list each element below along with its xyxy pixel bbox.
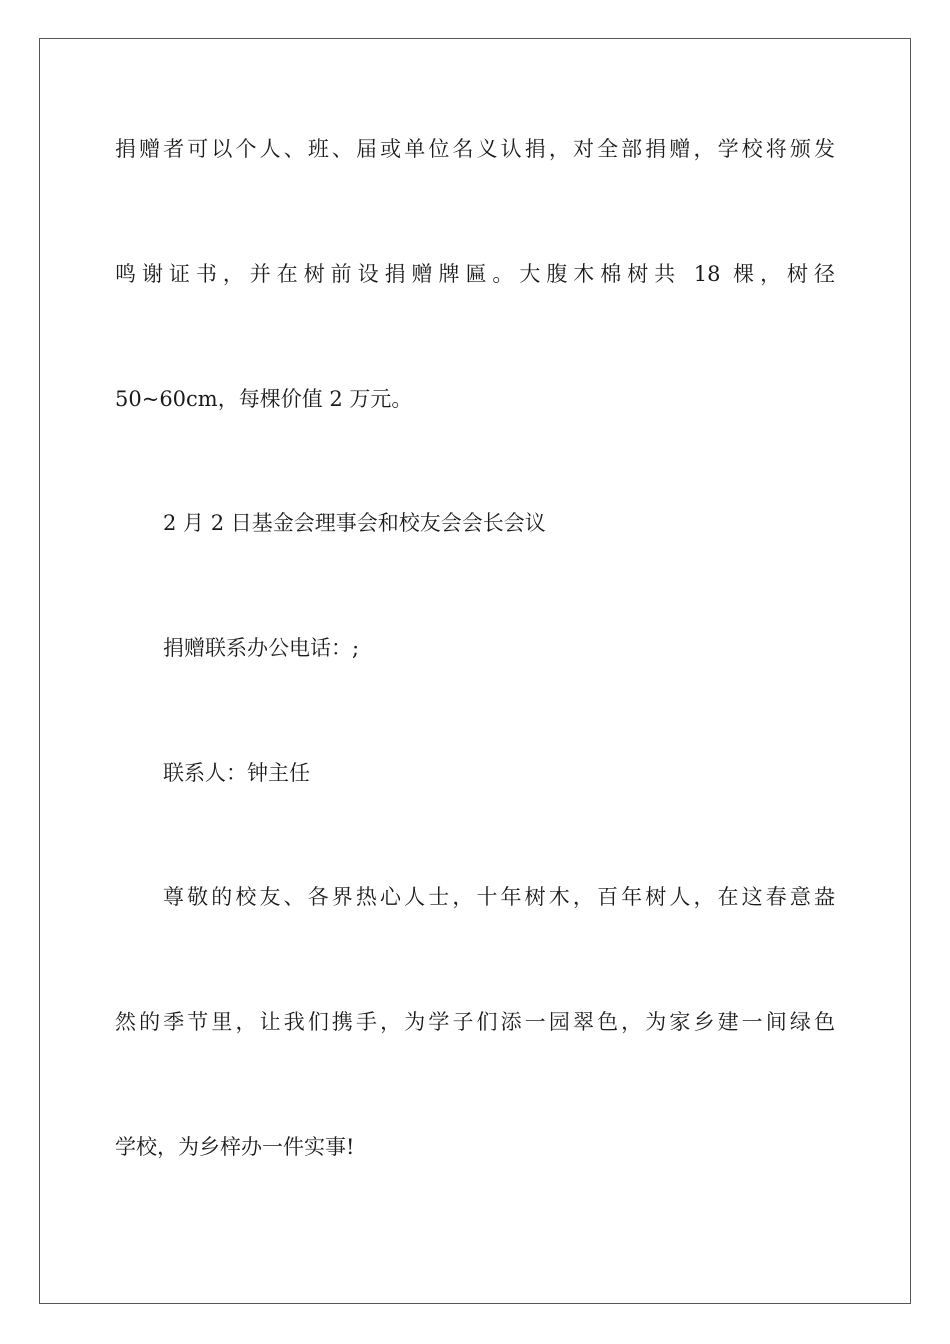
paragraph-1-line-1: 捐赠者可以个人、班、届或单位名义认捐，对全部捐赠，学校将颁发 [115,137,835,161]
paragraph-5-line-1: 尊敬的校友、各界热心人士，十年树木，百年树人，在这春意盎 [163,885,835,909]
contact-person-line: 联系人：钟主任 [163,761,310,785]
contact-phone-line: 捐赠联系办公电话：; [163,636,360,660]
page-border [39,38,911,1304]
paragraph-5-line-2: 然的季节里，让我们携手，为学子们添一园翠色，为家乡建一间绿色 [115,1010,835,1034]
paragraph-5-line-3: 学校，为乡梓办一件实事! [115,1135,355,1159]
meeting-heading: 2 月 2 日基金会理事会和校友会会长会议 [163,511,546,535]
paragraph-1-line-2: 鸣谢证书，并在树前设捐赠牌匾。大腹木棉树共 18 棵，树径 [115,262,835,286]
paragraph-1-line-3: 50~60cm，每棵价值 2 万元。 [115,387,413,411]
